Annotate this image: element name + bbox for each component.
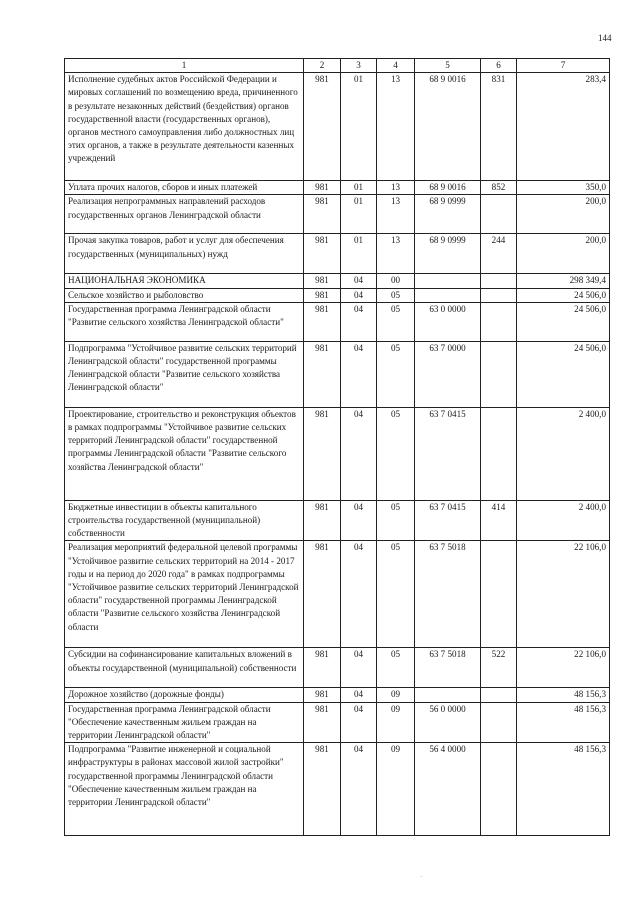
cell-subsection-code: 09	[377, 702, 415, 743]
cell-subsection-code: 13	[377, 73, 415, 181]
cell-expense-type: 522	[481, 648, 517, 688]
cell-subsection-code: 13	[377, 195, 415, 234]
cell-section-code: 04	[341, 407, 377, 500]
cell-section-code: 01	[341, 195, 377, 234]
cell-amount: 48 156,3	[517, 743, 610, 836]
cell-ministry-code: 981	[304, 234, 341, 274]
cell-section-code: 04	[341, 500, 377, 541]
cell-ministry-code: 981	[304, 648, 341, 688]
budget-table	[64, 58, 610, 836]
cell-expense-type	[481, 702, 517, 743]
cell-description: НАЦИОНАЛЬНАЯ ЭКОНОМИКА	[65, 274, 304, 288]
cell-section-code: 04	[341, 541, 377, 648]
cell-expense-type: 244	[481, 234, 517, 274]
cell-subsection-code: 09	[377, 743, 415, 836]
cell-description: Подпрограмма "Устойчивое развитие сельских территорий Ленинградской области" государственной программы Ленинградской области "Развитие сельского хозяйства Ленинградской области"	[65, 341, 304, 407]
table-header-row	[65, 59, 610, 73]
cell-target-article: 63 7 0415	[415, 500, 481, 541]
cell-amount: 24 506,0	[517, 302, 610, 341]
cell-section-code: 04	[341, 274, 377, 288]
cell-subsection-code: 05	[377, 302, 415, 341]
cell-section-code: 01	[341, 181, 377, 195]
table-row	[65, 73, 610, 181]
cell-description: Уплата прочих налогов, сборов и иных платежей	[65, 181, 304, 195]
cell-target-article: 63 7 5018	[415, 648, 481, 688]
cell-section-code: 04	[341, 743, 377, 836]
cell-expense-type: 414	[481, 500, 517, 541]
cell-amount: 2 400,0	[517, 407, 610, 500]
cell-expense-type	[481, 743, 517, 836]
cell-amount: 298 349,4	[517, 274, 610, 288]
cell-description: Прочая закупка товаров, работ и услуг для обеспечения государственных (муниципальных) нужд	[65, 234, 304, 274]
cell-subsection-code: 05	[377, 288, 415, 302]
cell-ministry-code: 981	[304, 73, 341, 181]
cell-expense-type	[481, 274, 517, 288]
column-header: 2	[304, 59, 341, 73]
cell-amount: 48 156,3	[517, 688, 610, 702]
cell-amount: 24 506,0	[517, 288, 610, 302]
cell-description: Реализация мероприятий федеральной целевой программы "Устойчивое развитие сельских территорий на 2014 - 2017 годы и на период до 2020 года" в рамках подпрограммы "Устойчивое развитие сельских территорий Ленинградской области" государственной программы Ленинградской области "Развитие сельского хозяйства Ленинградской области	[65, 541, 304, 648]
cell-description: Реализация непрограммных направлений расходов государственных органов Ленинградской области	[65, 195, 304, 234]
table-row	[65, 341, 610, 407]
cell-subsection-code: 05	[377, 500, 415, 541]
column-header: 7	[517, 59, 610, 73]
cell-ministry-code: 981	[304, 195, 341, 234]
cell-description: Подпрограмма "Развитие инженерной и социальной инфраструктуры в районах массовой жилой застройки" государственной программы Ленинградской области "Обеспечение качественным жильем граждан на территории Ленинградской области"	[65, 743, 304, 836]
cell-target-article: 56 4 0000	[415, 743, 481, 836]
cell-subsection-code: 13	[377, 234, 415, 274]
cell-description: Государственная программа Ленинградской области "Обеспечение качественным жильем граждан на территории Ленинградской области"	[65, 702, 304, 743]
cell-section-code: 04	[341, 688, 377, 702]
cell-target-article	[415, 288, 481, 302]
cell-subsection-code: 09	[377, 688, 415, 702]
scan-speck: ·	[420, 873, 423, 881]
cell-description: Исполнение судебных актов Российской Федерации и мировых соглашений по возмещению вреда, причиненного в результате незаконных действий (бездействия) органов государственной власти (государственных органов), органов местного самоуправления либо должностных лиц этих органов, а также в результате деятельности казенных учреждений	[65, 73, 304, 181]
column-header: 5	[415, 59, 481, 73]
cell-expense-type: 831	[481, 73, 517, 181]
table-row	[65, 234, 610, 274]
cell-amount: 22 106,0	[517, 648, 610, 688]
table-row	[65, 688, 610, 702]
cell-amount: 48 156,3	[517, 702, 610, 743]
cell-section-code: 04	[341, 702, 377, 743]
cell-expense-type	[481, 302, 517, 341]
table-row	[65, 274, 610, 288]
cell-description: Государственная программа Ленинградской области "Развитие сельского хозяйства Ленинградской области"	[65, 302, 304, 341]
cell-ministry-code: 981	[304, 341, 341, 407]
table-row	[65, 181, 610, 195]
cell-target-article	[415, 274, 481, 288]
cell-ministry-code: 981	[304, 743, 341, 836]
cell-amount: 200,0	[517, 195, 610, 234]
cell-description: Дорожное хозяйство (дорожные фонды)	[65, 688, 304, 702]
cell-amount: 350,0	[517, 181, 610, 195]
cell-description: Сельское хозяйство и рыболовство	[65, 288, 304, 302]
cell-expense-type: 852	[481, 181, 517, 195]
cell-target-article: 63 0 0000	[415, 302, 481, 341]
cell-target-article	[415, 688, 481, 702]
cell-section-code: 01	[341, 234, 377, 274]
cell-subsection-code: 05	[377, 407, 415, 500]
cell-ministry-code: 981	[304, 702, 341, 743]
table-row	[65, 302, 610, 341]
column-header: 6	[481, 59, 517, 73]
cell-section-code: 01	[341, 73, 377, 181]
cell-section-code: 04	[341, 341, 377, 407]
cell-expense-type	[481, 407, 517, 500]
cell-subsection-code: 05	[377, 341, 415, 407]
cell-expense-type	[481, 541, 517, 648]
cell-ministry-code: 981	[304, 541, 341, 648]
column-header: 1	[65, 59, 304, 73]
cell-amount: 283,4	[517, 73, 610, 181]
table-row	[65, 743, 610, 836]
table-row	[65, 407, 610, 500]
cell-target-article: 63 7 5018	[415, 541, 481, 648]
cell-target-article: 68 9 0999	[415, 195, 481, 234]
page-number: 144	[598, 33, 612, 43]
cell-expense-type	[481, 341, 517, 407]
cell-expense-type	[481, 195, 517, 234]
cell-target-article: 68 9 0999	[415, 234, 481, 274]
cell-subsection-code: 05	[377, 541, 415, 648]
cell-ministry-code: 981	[304, 302, 341, 341]
cell-description: Бюджетные инвестиции в объекты капитального строительства государственной (муниципальной) собственности	[65, 500, 304, 541]
cell-amount: 200,0	[517, 234, 610, 274]
cell-target-article: 63 7 0000	[415, 341, 481, 407]
cell-expense-type	[481, 688, 517, 702]
cell-subsection-code: 00	[377, 274, 415, 288]
column-header: 3	[341, 59, 377, 73]
cell-section-code: 04	[341, 302, 377, 341]
cell-ministry-code: 981	[304, 181, 341, 195]
table-row	[65, 195, 610, 234]
cell-ministry-code: 981	[304, 688, 341, 702]
cell-target-article: 68 9 0016	[415, 181, 481, 195]
table-row	[65, 288, 610, 302]
table-row	[65, 702, 610, 743]
cell-ministry-code: 981	[304, 407, 341, 500]
cell-ministry-code: 981	[304, 500, 341, 541]
table-row	[65, 541, 610, 648]
column-header: 4	[377, 59, 415, 73]
cell-target-article: 63 7 0415	[415, 407, 481, 500]
cell-ministry-code: 981	[304, 288, 341, 302]
table-row	[65, 500, 610, 541]
cell-amount: 22 106,0	[517, 541, 610, 648]
cell-subsection-code: 13	[377, 181, 415, 195]
cell-description: Субсидии на софинансирование капитальных вложений в объекты государственной (муниципальной) собственности	[65, 648, 304, 688]
cell-section-code: 04	[341, 288, 377, 302]
cell-section-code: 04	[341, 648, 377, 688]
cell-ministry-code: 981	[304, 274, 341, 288]
cell-amount: 24 506,0	[517, 341, 610, 407]
cell-subsection-code: 05	[377, 648, 415, 688]
cell-amount: 2 400,0	[517, 500, 610, 541]
cell-description: Проектирование, строительство и реконструкция объектов в рамках подпрограммы "Устойчивое развитие сельских территорий Ленинградской области" государственной программы Ленинградской области "Развитие сельского хозяйства Ленинградской области"	[65, 407, 304, 500]
cell-target-article: 56 0 0000	[415, 702, 481, 743]
cell-target-article: 68 9 0016	[415, 73, 481, 181]
table-row	[65, 648, 610, 688]
cell-expense-type	[481, 288, 517, 302]
